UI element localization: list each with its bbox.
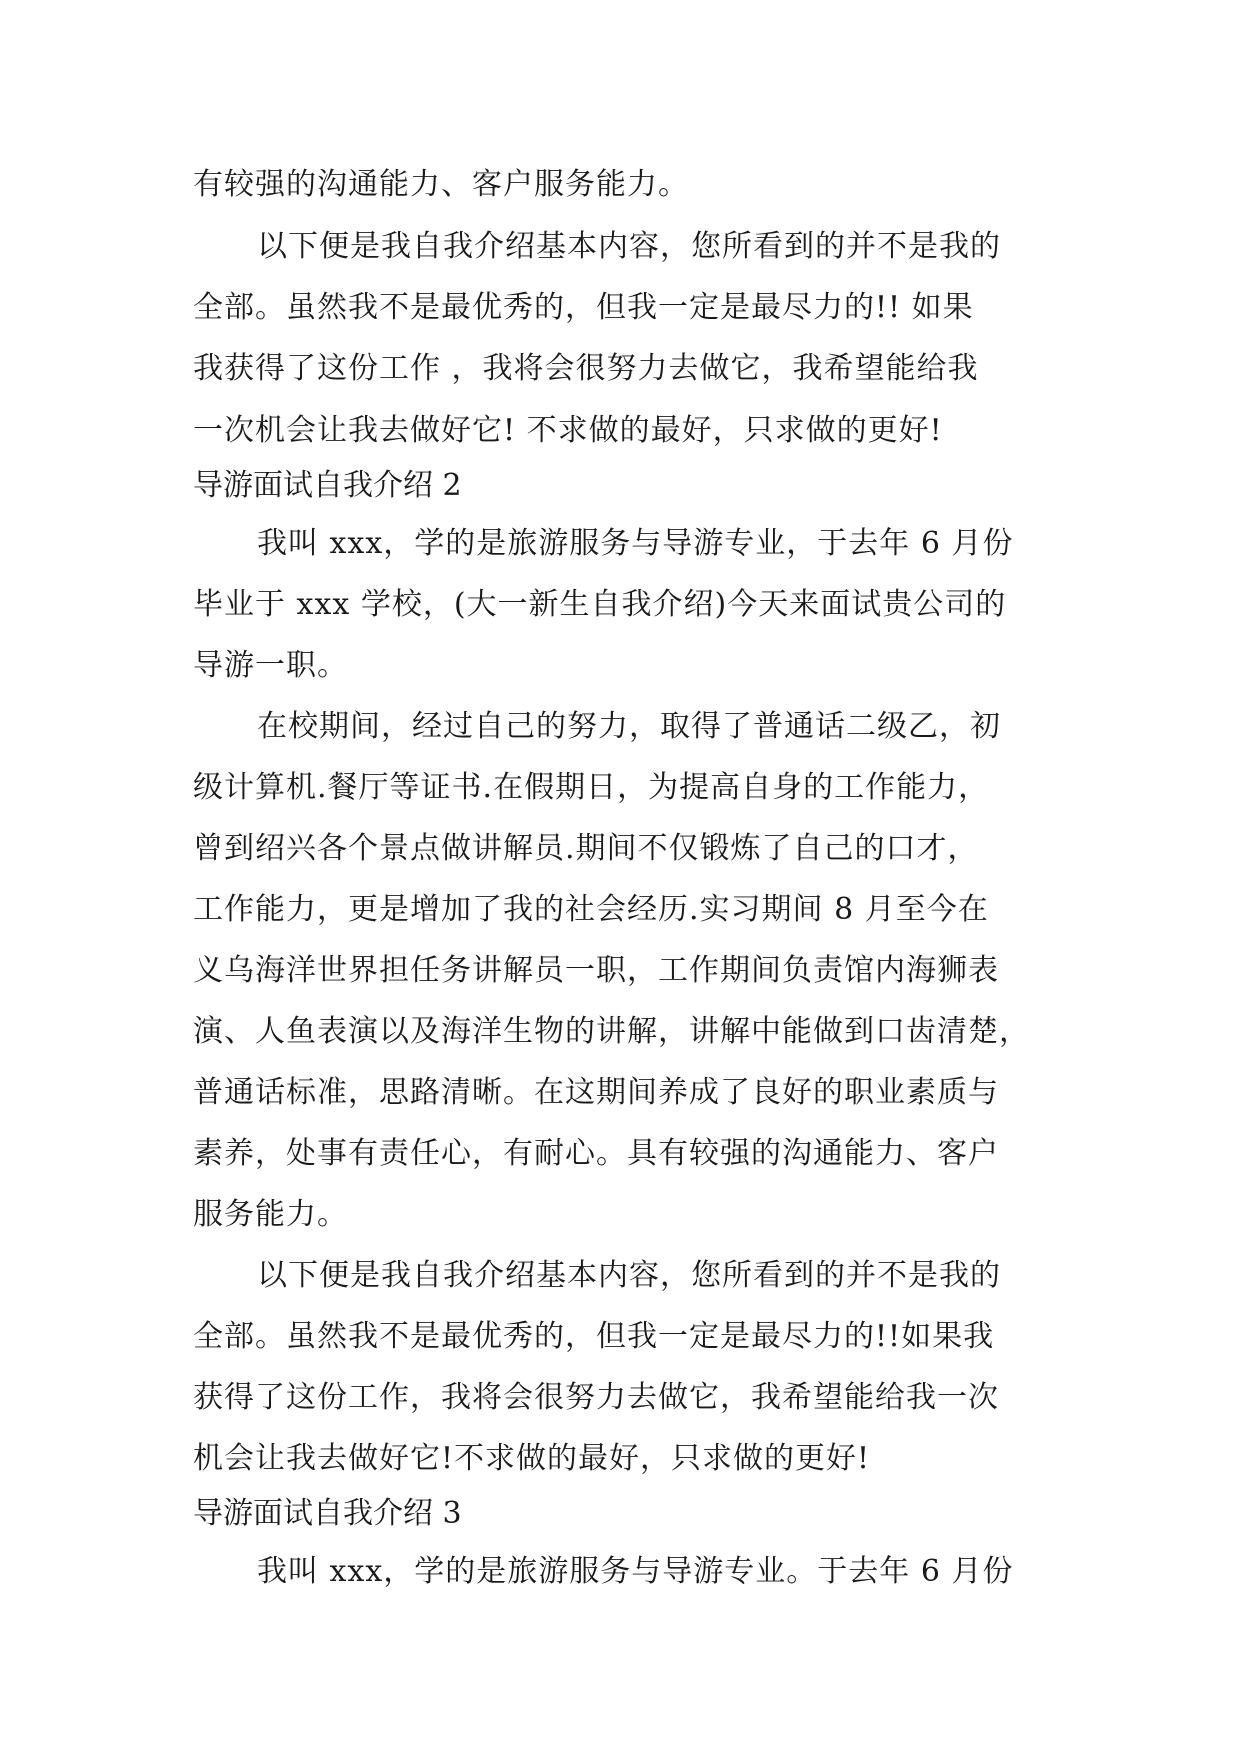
paragraph-line: 工作能力，更是增加了我的社会经历.实习期间 8 月至今在 bbox=[193, 892, 989, 927]
paragraph-line: 一次机会让我去做好它! 不求做的最好，只求做的更好! bbox=[193, 413, 943, 448]
paragraph-line: 普通话标准，思路清晰。在这期间养成了良好的职业素质与 bbox=[193, 1075, 999, 1110]
paragraph-line: 级计算机.餐厅等证书.在假期日，为提高自身的工作能力， bbox=[193, 770, 990, 805]
paragraph-line: 有较强的沟通能力、客户服务能力。 bbox=[193, 167, 689, 202]
paragraph-line: 导游一职。 bbox=[193, 648, 348, 683]
paragraph-line: 曾到绍兴各个景点做讲解员.期间不仅锻炼了自己的口才， bbox=[193, 831, 979, 866]
paragraph-line: 以下便是我自我介绍基本内容，您所看到的并不是我的 bbox=[257, 229, 1001, 264]
paragraph-line: 以下便是我自我介绍基本内容，您所看到的并不是我的 bbox=[257, 1258, 1001, 1293]
paragraph-line: 义乌海洋世界担任务讲解员一职，工作期间负责馆内海狮表 bbox=[193, 953, 999, 988]
paragraph-line: 服务能力。 bbox=[193, 1197, 348, 1232]
section-heading: 导游面试自我介绍 2 bbox=[193, 468, 462, 503]
paragraph-line: 全部。虽然我不是最优秀的，但我一定是最尽力的!! 如果 bbox=[193, 290, 974, 325]
paragraph-line: 演、人鱼表演以及海洋生物的讲解，讲解中能做到口齿清楚， bbox=[193, 1014, 1030, 1049]
paragraph-line: 我获得了这份工作 ，我将会很努力去做它，我希望能给我 bbox=[193, 351, 979, 386]
section-heading: 导游面试自我介绍 3 bbox=[193, 1496, 462, 1531]
paragraph-line: 在校期间，经过自己的努力，取得了普通话二级乙，初 bbox=[257, 709, 1001, 744]
paragraph-line: 我叫 xxx，学的是旅游服务与导游专业。于去年 6 月份 bbox=[257, 1554, 1014, 1589]
paragraph-line: 毕业于 xxx 学校，(大一新生自我介绍)今天来面试贵公司的 bbox=[193, 587, 1007, 622]
paragraph-line: 我叫 xxx，学的是旅游服务与导游专业，于去年 6 月份 bbox=[257, 526, 1014, 561]
paragraph-line: 全部。虽然我不是最优秀的，但我一定是最尽力的!!如果我 bbox=[193, 1319, 995, 1354]
paragraph-line: 素养，处事有责任心，有耐心。具有较强的沟通能力、客户 bbox=[193, 1136, 999, 1171]
paragraph-line: 机会让我去做好它!不求做的最好，只求做的更好! bbox=[193, 1441, 871, 1476]
paragraph-line: 获得了这份工作，我将会很努力去做它，我希望能给我一次 bbox=[193, 1380, 999, 1415]
